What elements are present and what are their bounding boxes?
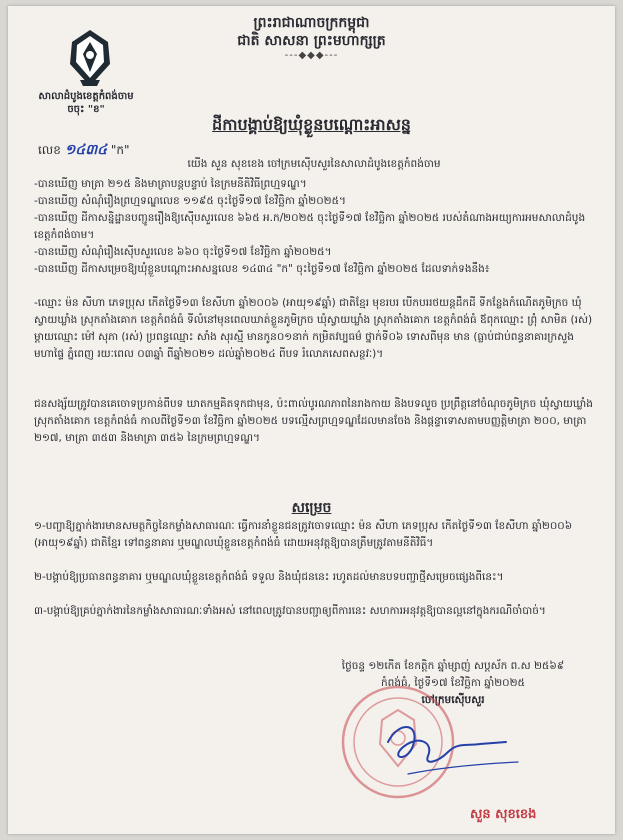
decision-item-1: ១-បញ្ជាឱ្យភ្នាក់ងារមានសមត្ថកិច្ចនៃកម្លាំងសាធារណៈ ធ្វើការនាំខ្លួនជនត្រូវចោទឈ្មោះ ម៉ន សីហា ភេទប្រុស កើតថ្ងៃទី១៣ ខែសីហា ឆ្នាំ២០០៦ (អាយុ១៩ឆ្នាំ) ជាតិខ្មែរ ទៅពន្ធនាគារ ឬមណ្ឌលឃុំខ្លួនខេត្តកំពង់ធំ ដោយអនុវត្តឱ្យបានត្រឹមត្រូវតាមនីតិវិធី។ [34, 520, 573, 549]
court-name-block [16, 90, 156, 116]
court-name: សាលាដំបូងខេត្តកំពង់ចាម [38, 91, 134, 102]
decision-item-2: ២-បង្គាប់ឱ្យប្រធានពន្ធនាគារ ឬមណ្ឌលឃុំខ្លួនខេត្តកំពង់ធំ ទទួល និងឃុំជននេះ រហូតដល់មានបទបញ្ជាថ្មីសម្រេចផ្សេងពីនេះ។ [34, 571, 504, 583]
court-emblem-icon [60, 28, 120, 90]
recital-5: -បានឃើញ ដីកាសម្រេចឱ្យឃុំខ្លួនបណ្តោះអាសន្នលេខ ១៤៣៤ "ក" ចុះថ្ងៃទី១៧ ខែវិច្ឆិកា ឆ្នាំ២០២៥ ដែលទាក់ទងនឹង៖ [34, 263, 490, 275]
ornament-divider: ---◆◆◆--- [284, 50, 339, 61]
recital-4: -បានឃើញ សំណុំរឿងស៊ើបសួរលេខ ៦៦០ ចុះថ្ងៃទី១៧ ខែវិច្ឆិកា ឆ្នាំ២០២៥។ [34, 246, 332, 258]
lunar-date: ថ្ងៃចន្ទ ១២កើត ខែកត្តិក ឆ្នាំម្សាញ់ សប្តស័ក ព.ស ២៥៦៩ [341, 660, 565, 672]
recital-3: -បានឃើញ ដីកាសន្និដ្ឋានបញ្ជូនរឿងឱ្យស៊ើបសួរលេខ ៦៦៥ អ.ក/២០២៥ ចុះថ្ងៃទី១៧ ខែវិច្ឆិកា ឆ្នាំ២០២៥ របស់តំណាងអយ្យការអមសាលាដំបូងខេត្តកំពង់ចាម។ [34, 212, 586, 241]
decision-item-3: ៣-បង្គាប់ឱ្យគ្រប់ភ្នាក់ងារនៃកម្លាំងសាធារណៈទាំងអស់ នៅពេលត្រូវបានបញ្ជាឲ្យពីការនេះ សហការអនុវត្តឱ្យបានល្អនៅក្នុងករណីចាំបាច់។ [34, 605, 546, 617]
document-number-suffix: "ក" [110, 143, 130, 157]
intro-line: យើង សួន សុខខេង ចៅក្រមស៊ើបសួរនៃសាលាដំបូងខេត្តកំពង់ចាម [187, 158, 441, 170]
recital-2: -បានឃើញ សំណុំរឿងព្រហ្មទណ្ឌលេខ ១១៩៥ ចុះថ្ងៃទី១៧ ខែវិច្ឆិកា ឆ្នាំ២០២៥។ [34, 195, 346, 207]
charges-paragraph: ជនសង្ស័យត្រូវបានគេចោទប្រកាន់ពីបទ ឃាតកម្មគិតទុកជាមុន, ប៉ះពាល់បូរណភាពនៃរាងកាយ និងបទលួច ប្រព្រឹត្តនៅចំណុចភូមិក្រច ឃុំស្វាយឃ្លាំង ស្រុកតាំងគោក ខេត្តកំពង់ធំ កាលពីថ្ងៃទី១៣ ខែវិច្ឆិកា ឆ្នាំ២០២៥ បទល្មើសព្រហ្មទណ្ឌដែលមានចែង និងផ្តន្ទាទោសតាមបញ្ញត្តិមាត្រា ២០០, មាត្រា ២១៧, មាត្រា ៣៥៣ និងមាត្រា ៣៥៦ នៃក្រមព្រហ្មទណ្ឌ។ [34, 398, 593, 444]
document-sheet [8, 6, 615, 834]
signer-role: ចៅក្រមស៊ើបសួរ [421, 694, 485, 706]
recital-1: -បានឃើញ មាត្រា ២១៥ និងមាត្រាបន្តបន្ទាប់ នៃក្រមនីតិវិធីព្រហ្មទណ្ឌ។ [34, 178, 307, 190]
place-date: កំពង់ធំ, ថ្ងៃទី១៧ ខែវិច្ឆិកា ឆ្នាំ២០២៥ [381, 677, 525, 689]
document-title: ដីកាបង្គាប់ឱ្យឃុំខ្លួនបណ្តោះអាសន្ន [212, 115, 411, 134]
document-number-label: លេខ [38, 143, 61, 157]
court-chamber: ចចុះ "ខ" [67, 104, 105, 115]
kingdom-line-1: ព្រះរាជាណាចក្រកម្ពុជា [253, 15, 370, 31]
judge-signature [368, 712, 528, 782]
accused-details: -ឈ្មោះ ម៉ន សីហា ភេទប្រុស កើតថ្ងៃទី១៣ ខែសីហា ឆ្នាំ២០០៦ (អាយុ១៩ឆ្នាំ) ជាតិខ្មែរ មុខរបរ បើកបររថយន្តដឹកដី ទីកន្លែងកំណើតភូមិក្រច ឃុំស្វាយឃ្លាំង ស្រុកតាំងគោក ខេត្តកំពង់ធំ ទីលំនៅមុនពេលឃាត់ខ្លួនភូមិក្រច ឃុំស្វាយឃ្លាំង ស្រុកតាំងគោក ខេត្តកំពង់ធំ ឪពុកឈ្មោះ ព្រុំ សាមិត (រស់) ម្តាយឈ្មោះ ម៉ៅ សុភា (រស់) ប្រពន្ធឈ្មោះ សាំង សុរស្មី មានកូន០១នាក់ កម្រិតវប្បធម៌ ថ្នាក់ទី០៦ ទោសពីមុន មាន (ធ្លាប់ជាប់ពន្ធនាគារក្រសួងមហាផ្ទៃ ភ្នំពេញ រយៈពេល ០៣ឆ្នាំ ពីឆ្នាំ២០២១ ដល់ឆ្នាំ២០២៤ ពីបទ រំលោភសេពសន្ថវៈ)។ [34, 297, 593, 360]
kingdom-line-2: ជាតិ សាសនា ព្រះមហាក្សត្រ [237, 33, 386, 49]
decision-heading: សម្រេច [291, 500, 332, 516]
document-number-value: ១៤៣៤ [64, 142, 108, 158]
judge-name: សួន សុខខេង [470, 807, 537, 822]
